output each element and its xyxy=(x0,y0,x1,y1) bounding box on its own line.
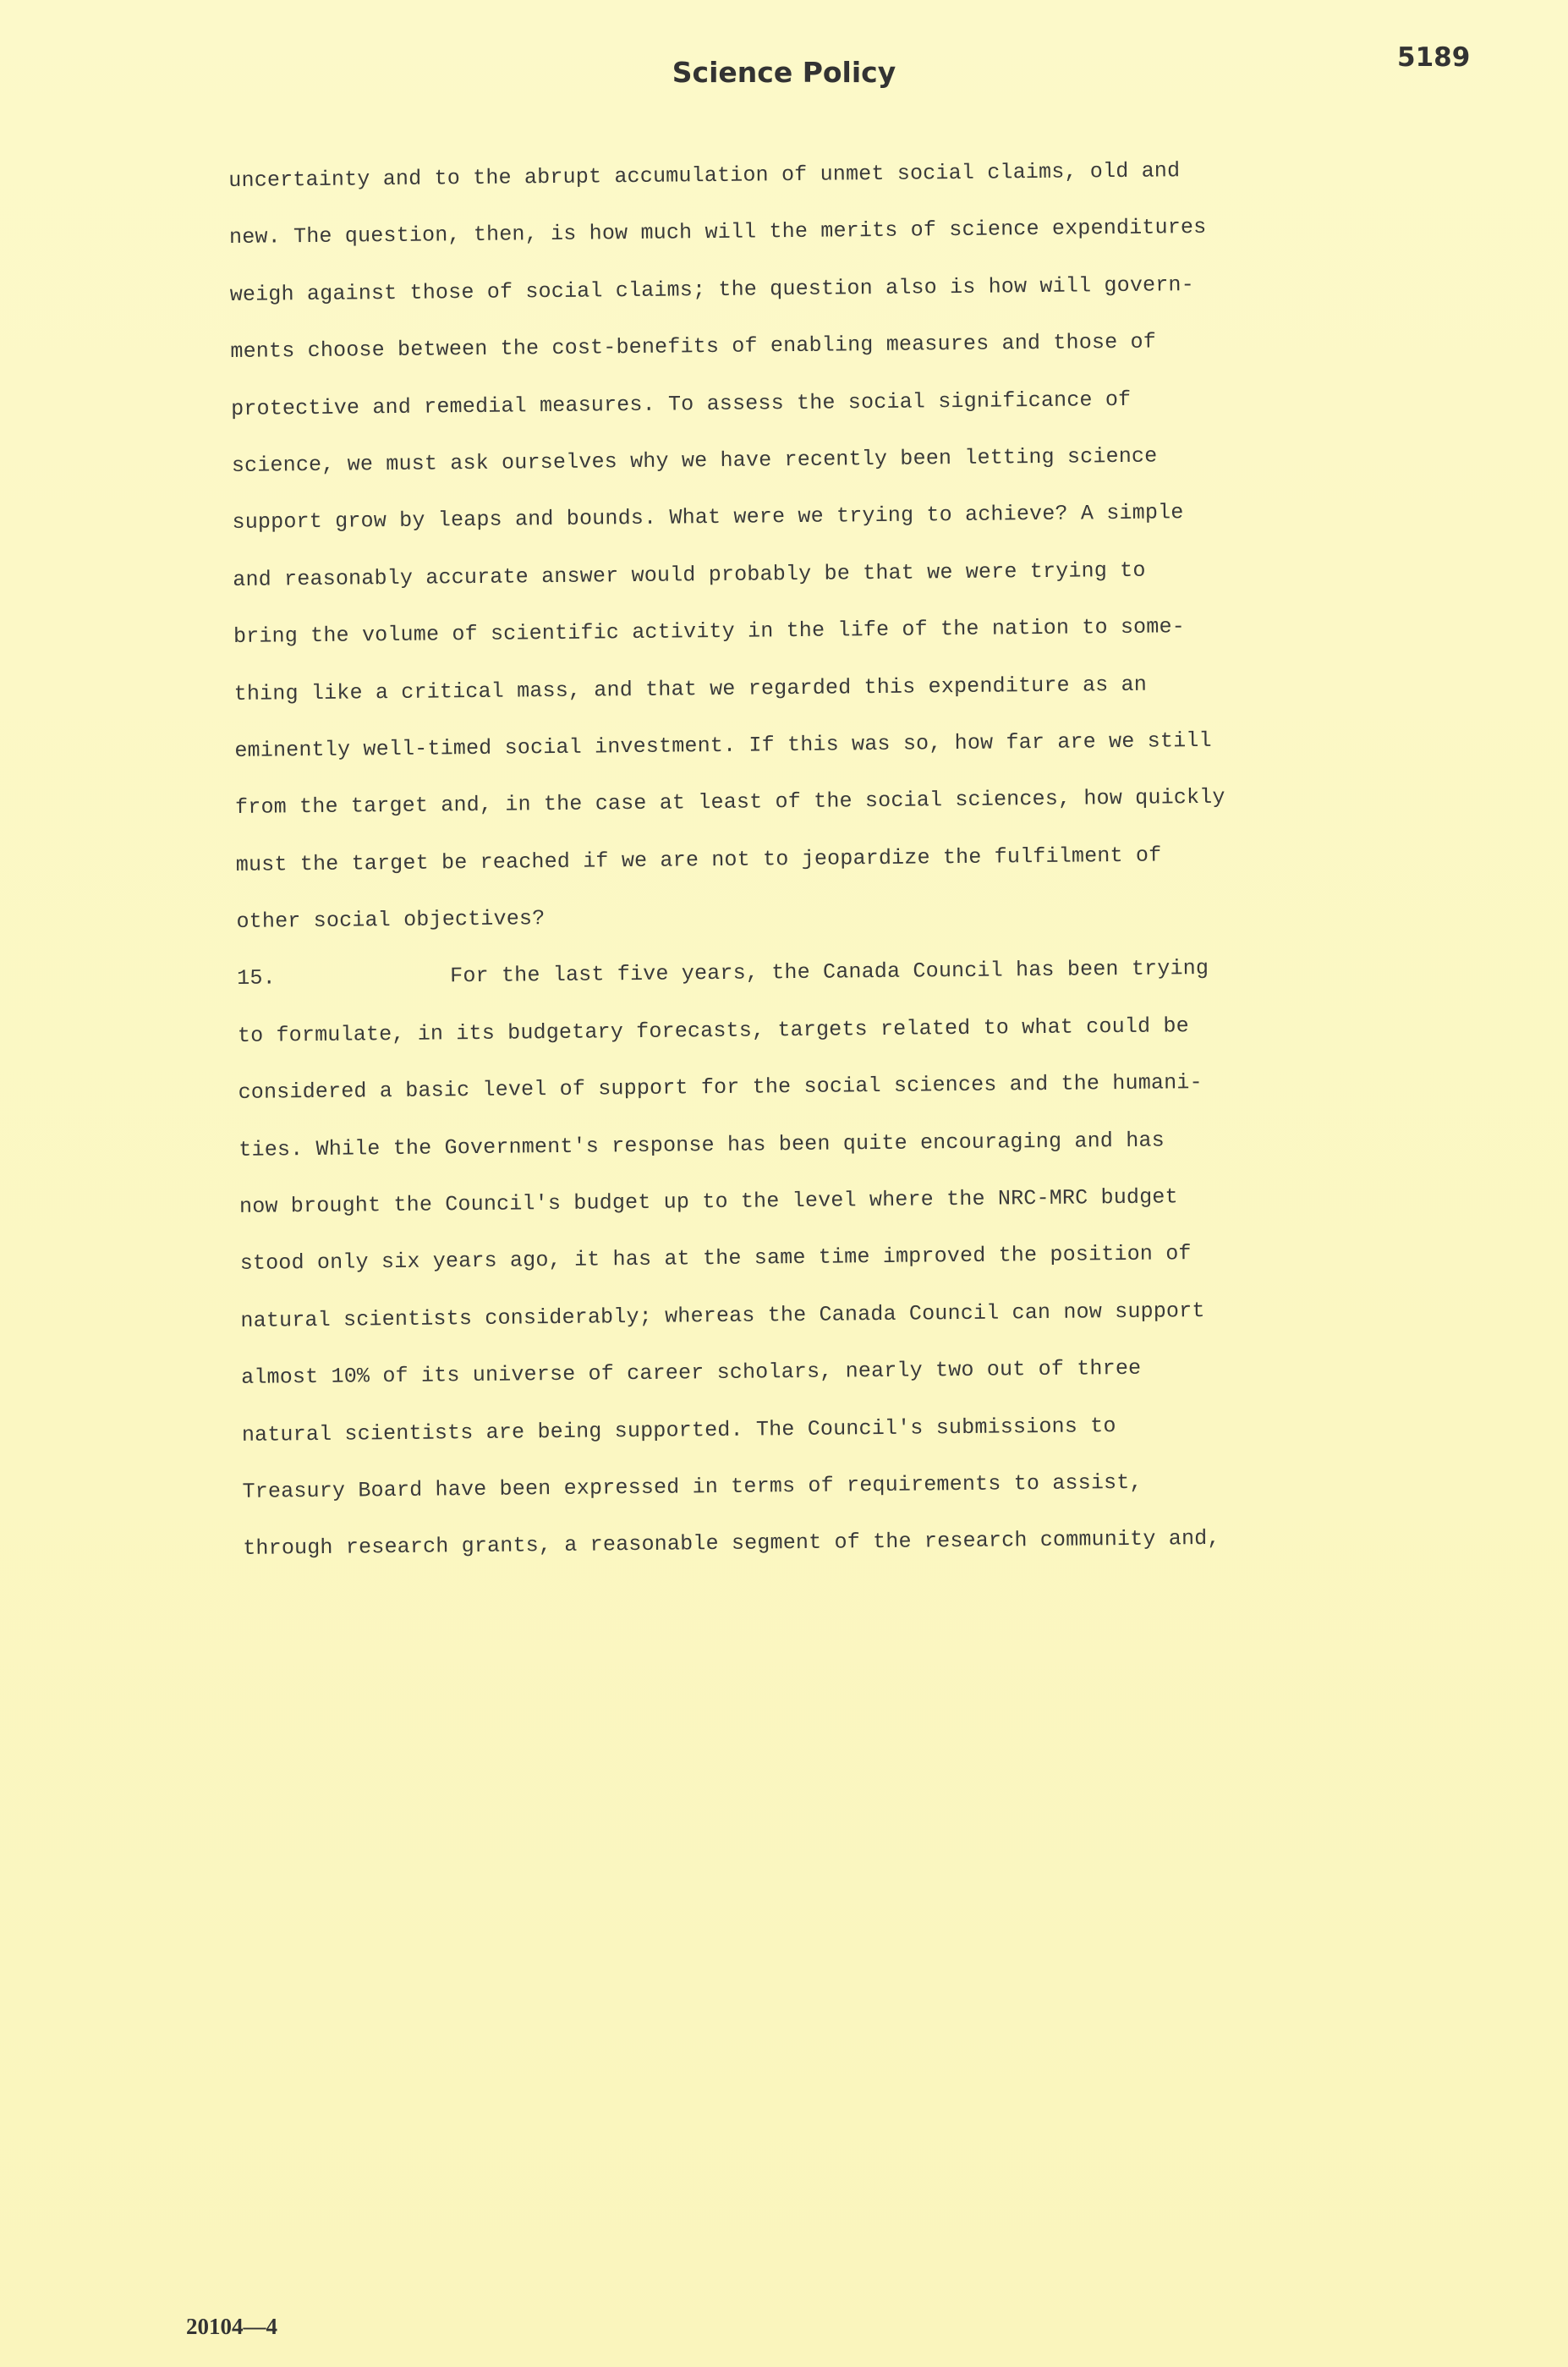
text-line: from the target and, in the case at least of the social sciences, how quickly xyxy=(234,784,1225,821)
text-line: considered a basic level of support for the social sciences and the humani- xyxy=(238,1070,1203,1106)
text-line: ties. While the Government's response has been quite encouraging and has xyxy=(238,1128,1165,1162)
text-line: almost 10% of its universe of career scholars, nearly two out of three xyxy=(241,1355,1142,1391)
text-line: through research grants, a reasonable segment of the research community and, xyxy=(243,1526,1220,1562)
running-head: Science Policy xyxy=(672,56,896,89)
page-number: 5189 xyxy=(1397,42,1471,73)
text-line: science, we must ask ourselves why we have recently been letting science xyxy=(231,443,1158,478)
text-line: to formulate, in its budgetary forecasts, targets related to what could be xyxy=(237,1013,1190,1048)
text-line: Treasury Board have been expressed in terms of requirements to assist, xyxy=(242,1469,1143,1504)
body-text xyxy=(228,140,1343,1577)
footer-code: 20104—4 xyxy=(186,2314,277,2339)
text-line: support grow by leaps and bounds. What were we trying to achieve? A simple xyxy=(232,500,1184,535)
text-line: uncertainty and to the abrupt accumulation of unmet social claims, old and xyxy=(228,158,1181,193)
text-line: weigh against those of social claims; the question also is how will govern- xyxy=(229,272,1195,307)
text-line: other social objectives? xyxy=(236,906,546,935)
text-line: natural scientists considerably; whereas the Canada Council can now support xyxy=(240,1298,1205,1333)
paragraph-first-line-text: For the last five years, the Canada Council has been trying xyxy=(450,956,1209,989)
text-line: ments choose between the cost-benefits of enabling measures and those of xyxy=(230,329,1157,365)
text-line: and reasonably accurate answer would probably be that we were trying to xyxy=(233,557,1146,592)
text-line: natural scientists are being supported. The Council's submissions to xyxy=(241,1413,1116,1447)
text-line: thing like a critical mass, and that we regarded this expenditure as an xyxy=(233,672,1148,706)
text-line: must the target be reached if we are not to jeopardize the fulfilment of xyxy=(235,843,1162,877)
paragraph-number: 15. xyxy=(237,965,276,991)
text-line: protective and remedial measures. To assess the social significance of xyxy=(231,387,1132,421)
text-line: now brought the Council's budget up to the level where the NRC-MRC budget xyxy=(238,1184,1178,1219)
text-line: stood only six years ago, it has at the same time improved the position of xyxy=(239,1241,1192,1277)
text-line: new. The question, then, is how much will the merits of science expenditures xyxy=(228,215,1207,250)
text-line: bring the volume of scientific activity in the life of the nation to some- xyxy=(233,614,1186,650)
text-line: eminently well-timed social investment. If this was so, how far are we still xyxy=(234,728,1212,763)
